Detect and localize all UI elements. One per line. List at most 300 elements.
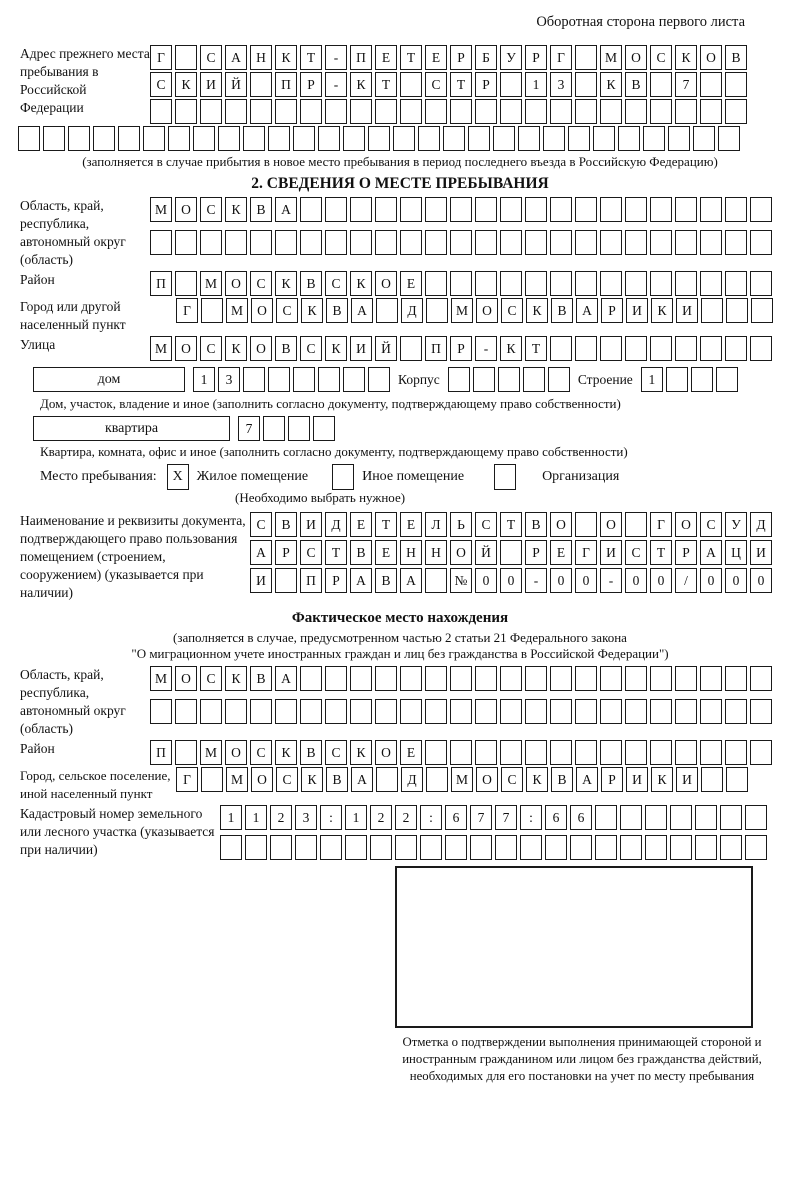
char-cell[interactable]: 6 (570, 805, 592, 830)
char-cell[interactable] (425, 568, 447, 593)
char-cell[interactable]: С (200, 666, 222, 691)
char-cell[interactable]: 7 (495, 805, 517, 830)
char-cell[interactable]: : (520, 805, 542, 830)
char-cell[interactable]: 0 (750, 568, 772, 593)
char-cell[interactable]: № (450, 568, 472, 593)
char-cell[interactable] (450, 230, 472, 255)
char-cell[interactable]: О (375, 271, 397, 296)
char-cell[interactable] (268, 126, 290, 151)
char-cell[interactable] (500, 99, 522, 124)
char-cell[interactable] (475, 740, 497, 765)
char-cell[interactable]: А (275, 666, 297, 691)
char-cell[interactable]: Е (400, 740, 422, 765)
char-cell[interactable] (725, 230, 747, 255)
char-cell[interactable] (350, 197, 372, 222)
char-cell[interactable] (625, 336, 647, 361)
char-cell[interactable]: И (676, 298, 698, 323)
char-cell[interactable]: В (275, 336, 297, 361)
char-cell[interactable]: Т (500, 512, 522, 537)
char-cell[interactable]: А (576, 298, 598, 323)
char-cell[interactable]: : (320, 805, 342, 830)
char-cell[interactable]: В (326, 298, 348, 323)
char-cell[interactable]: О (625, 45, 647, 70)
char-cell[interactable] (475, 99, 497, 124)
char-cell[interactable] (300, 99, 322, 124)
char-cell[interactable] (575, 230, 597, 255)
char-cell[interactable]: Г (575, 540, 597, 565)
char-cell[interactable]: Н (425, 540, 447, 565)
char-cell[interactable]: Д (750, 512, 772, 537)
char-cell[interactable] (650, 666, 672, 691)
char-cell[interactable] (220, 835, 242, 860)
char-cell[interactable]: Ц (725, 540, 747, 565)
char-cell[interactable] (200, 699, 222, 724)
char-cell[interactable]: О (175, 666, 197, 691)
char-cell[interactable]: Р (450, 45, 472, 70)
char-cell[interactable] (498, 367, 520, 392)
char-cell[interactable]: К (651, 298, 673, 323)
char-cell[interactable] (500, 197, 522, 222)
char-cell[interactable]: 0 (500, 568, 522, 593)
char-cell[interactable] (450, 271, 472, 296)
char-cell[interactable] (400, 197, 422, 222)
char-cell[interactable] (701, 298, 723, 323)
char-cell[interactable]: 1 (345, 805, 367, 830)
char-cell[interactable] (575, 740, 597, 765)
char-cell[interactable] (700, 230, 722, 255)
char-cell[interactable]: О (450, 540, 472, 565)
char-cell[interactable]: : (420, 805, 442, 830)
char-cell[interactable] (268, 367, 290, 392)
char-cell[interactable]: Й (225, 72, 247, 97)
char-cell[interactable]: 1 (245, 805, 267, 830)
char-cell[interactable]: Т (650, 540, 672, 565)
char-cell[interactable] (691, 367, 713, 392)
char-cell[interactable] (175, 45, 197, 70)
char-cell[interactable]: К (350, 271, 372, 296)
char-cell[interactable] (525, 699, 547, 724)
char-cell[interactable] (600, 230, 622, 255)
char-cell[interactable]: Р (675, 540, 697, 565)
char-cell[interactable]: Е (375, 540, 397, 565)
char-cell[interactable]: С (276, 767, 298, 792)
char-cell[interactable] (473, 367, 495, 392)
char-cell[interactable] (175, 271, 197, 296)
char-cell[interactable] (550, 666, 572, 691)
char-cell[interactable] (500, 230, 522, 255)
char-cell[interactable] (725, 72, 747, 97)
char-cell[interactable] (500, 271, 522, 296)
char-cell[interactable] (675, 666, 697, 691)
char-cell[interactable]: С (425, 72, 447, 97)
char-cell[interactable]: Г (176, 298, 198, 323)
char-cell[interactable] (368, 367, 390, 392)
char-cell[interactable] (450, 197, 472, 222)
char-cell[interactable]: С (625, 540, 647, 565)
char-cell[interactable]: 1 (220, 805, 242, 830)
char-cell[interactable] (750, 666, 772, 691)
char-cell[interactable]: 7 (470, 805, 492, 830)
char-cell[interactable] (618, 126, 640, 151)
char-cell[interactable]: Т (450, 72, 472, 97)
char-cell[interactable]: А (700, 540, 722, 565)
char-cell[interactable] (150, 699, 172, 724)
char-cell[interactable] (700, 271, 722, 296)
char-cell[interactable] (525, 666, 547, 691)
char-cell[interactable] (543, 126, 565, 151)
char-cell[interactable]: Б (475, 45, 497, 70)
char-cell[interactable] (300, 666, 322, 691)
char-cell[interactable] (400, 336, 422, 361)
char-cell[interactable] (275, 99, 297, 124)
char-cell[interactable]: Е (375, 45, 397, 70)
char-cell[interactable] (650, 336, 672, 361)
char-cell[interactable] (400, 230, 422, 255)
char-cell[interactable] (625, 512, 647, 537)
char-cell[interactable] (245, 835, 267, 860)
char-cell[interactable] (150, 99, 172, 124)
char-cell[interactable] (625, 230, 647, 255)
char-cell[interactable]: В (725, 45, 747, 70)
char-cell[interactable]: В (300, 740, 322, 765)
char-cell[interactable]: Р (601, 298, 623, 323)
char-cell[interactable]: 1 (641, 367, 663, 392)
char-cell[interactable]: С (650, 45, 672, 70)
char-cell[interactable]: В (625, 72, 647, 97)
char-cell[interactable] (263, 416, 285, 441)
char-cell[interactable] (548, 367, 570, 392)
char-cell[interactable]: 3 (218, 367, 240, 392)
char-cell[interactable] (693, 126, 715, 151)
char-cell[interactable]: М (226, 767, 248, 792)
char-cell[interactable] (550, 740, 572, 765)
char-cell[interactable]: А (350, 568, 372, 593)
char-cell[interactable] (418, 126, 440, 151)
char-cell[interactable] (370, 835, 392, 860)
char-cell[interactable] (445, 835, 467, 860)
char-cell[interactable] (320, 835, 342, 860)
char-cell[interactable] (426, 298, 448, 323)
char-cell[interactable]: Р (450, 336, 472, 361)
char-cell[interactable]: И (600, 540, 622, 565)
char-cell[interactable]: 6 (445, 805, 467, 830)
char-cell[interactable] (570, 835, 592, 860)
char-cell[interactable] (593, 126, 615, 151)
char-cell[interactable]: 6 (545, 805, 567, 830)
char-cell[interactable] (575, 666, 597, 691)
char-cell[interactable] (670, 835, 692, 860)
char-cell[interactable] (375, 699, 397, 724)
char-cell[interactable]: К (225, 336, 247, 361)
char-cell[interactable] (375, 666, 397, 691)
char-cell[interactable] (620, 805, 642, 830)
char-cell[interactable]: Р (300, 72, 322, 97)
char-cell[interactable]: О (251, 767, 273, 792)
char-cell[interactable] (625, 699, 647, 724)
char-cell[interactable] (450, 99, 472, 124)
char-cell[interactable] (650, 230, 672, 255)
char-cell[interactable]: И (626, 767, 648, 792)
char-cell[interactable] (243, 126, 265, 151)
char-cell[interactable] (518, 126, 540, 151)
char-cell[interactable] (300, 197, 322, 222)
char-cell[interactable]: М (150, 197, 172, 222)
char-cell[interactable]: О (225, 740, 247, 765)
char-cell[interactable]: Г (550, 45, 572, 70)
char-cell[interactable]: С (325, 271, 347, 296)
char-cell[interactable] (200, 230, 222, 255)
char-cell[interactable] (500, 699, 522, 724)
char-cell[interactable] (600, 740, 622, 765)
char-cell[interactable] (675, 197, 697, 222)
char-cell[interactable]: П (150, 740, 172, 765)
char-cell[interactable]: С (276, 298, 298, 323)
char-cell[interactable]: В (300, 271, 322, 296)
char-cell[interactable]: И (750, 540, 772, 565)
char-cell[interactable]: С (250, 271, 272, 296)
char-cell[interactable] (668, 126, 690, 151)
char-cell[interactable] (168, 126, 190, 151)
char-cell[interactable] (343, 367, 365, 392)
char-cell[interactable]: - (325, 72, 347, 97)
char-cell[interactable] (675, 99, 697, 124)
char-cell[interactable] (750, 699, 772, 724)
char-cell[interactable] (450, 740, 472, 765)
char-cell[interactable] (325, 99, 347, 124)
char-cell[interactable]: У (725, 512, 747, 537)
char-cell[interactable] (300, 699, 322, 724)
char-cell[interactable] (650, 271, 672, 296)
char-cell[interactable]: Т (375, 72, 397, 97)
char-cell[interactable] (500, 540, 522, 565)
char-cell[interactable] (475, 666, 497, 691)
char-cell[interactable] (475, 699, 497, 724)
char-cell[interactable] (243, 367, 265, 392)
char-cell[interactable] (620, 835, 642, 860)
char-cell[interactable] (600, 336, 622, 361)
char-cell[interactable]: - (525, 568, 547, 593)
char-cell[interactable]: К (325, 336, 347, 361)
char-cell[interactable]: К (526, 767, 548, 792)
char-cell[interactable]: Й (475, 540, 497, 565)
char-cell[interactable] (568, 126, 590, 151)
char-cell[interactable]: К (275, 740, 297, 765)
char-cell[interactable]: С (700, 512, 722, 537)
char-cell[interactable] (375, 197, 397, 222)
char-cell[interactable] (700, 666, 722, 691)
char-cell[interactable] (143, 126, 165, 151)
char-cell[interactable] (275, 699, 297, 724)
char-cell[interactable] (726, 767, 748, 792)
char-cell[interactable] (368, 126, 390, 151)
char-cell[interactable] (695, 835, 717, 860)
char-cell[interactable] (675, 740, 697, 765)
char-cell[interactable] (550, 230, 572, 255)
char-cell[interactable] (450, 699, 472, 724)
char-cell[interactable]: С (300, 336, 322, 361)
char-cell[interactable]: А (351, 298, 373, 323)
char-cell[interactable]: К (500, 336, 522, 361)
char-cell[interactable] (250, 99, 272, 124)
char-cell[interactable] (375, 99, 397, 124)
char-cell[interactable]: О (675, 512, 697, 537)
char-cell[interactable]: Р (475, 72, 497, 97)
char-cell[interactable]: П (300, 568, 322, 593)
char-cell[interactable] (275, 230, 297, 255)
char-cell[interactable] (495, 835, 517, 860)
char-cell[interactable]: А (250, 540, 272, 565)
char-cell[interactable] (400, 72, 422, 97)
char-cell[interactable]: А (400, 568, 422, 593)
char-cell[interactable]: Т (525, 336, 547, 361)
char-cell[interactable] (201, 298, 223, 323)
char-cell[interactable]: 2 (370, 805, 392, 830)
char-cell[interactable]: Д (325, 512, 347, 537)
char-cell[interactable] (575, 336, 597, 361)
char-cell[interactable]: Т (300, 45, 322, 70)
char-cell[interactable]: В (350, 540, 372, 565)
char-cell[interactable] (270, 835, 292, 860)
char-cell[interactable] (700, 699, 722, 724)
char-cell[interactable] (475, 197, 497, 222)
char-cell[interactable]: 0 (650, 568, 672, 593)
char-cell[interactable] (500, 740, 522, 765)
char-cell[interactable] (716, 367, 738, 392)
char-cell[interactable]: У (500, 45, 522, 70)
char-cell[interactable] (675, 699, 697, 724)
char-cell[interactable] (375, 230, 397, 255)
char-cell[interactable] (288, 416, 310, 441)
char-cell[interactable] (600, 197, 622, 222)
char-cell[interactable] (650, 99, 672, 124)
char-cell[interactable]: В (525, 512, 547, 537)
char-cell[interactable]: 2 (395, 805, 417, 830)
char-cell[interactable] (68, 126, 90, 151)
char-cell[interactable]: 0 (725, 568, 747, 593)
char-cell[interactable] (200, 99, 222, 124)
char-cell[interactable] (400, 699, 422, 724)
char-cell[interactable]: М (150, 666, 172, 691)
char-cell[interactable] (400, 666, 422, 691)
char-cell[interactable] (625, 740, 647, 765)
char-cell[interactable]: С (325, 740, 347, 765)
char-cell[interactable] (650, 740, 672, 765)
char-cell[interactable]: Р (525, 540, 547, 565)
char-cell[interactable]: А (351, 767, 373, 792)
char-cell[interactable]: Е (550, 540, 572, 565)
char-cell[interactable] (425, 699, 447, 724)
char-cell[interactable]: О (175, 197, 197, 222)
char-cell[interactable] (725, 666, 747, 691)
char-cell[interactable] (550, 99, 572, 124)
char-cell[interactable] (426, 767, 448, 792)
char-cell[interactable] (675, 230, 697, 255)
char-cell[interactable]: П (425, 336, 447, 361)
char-cell[interactable] (425, 271, 447, 296)
char-cell[interactable]: Р (325, 568, 347, 593)
char-cell[interactable]: Т (325, 540, 347, 565)
char-cell[interactable] (675, 271, 697, 296)
char-cell[interactable] (250, 72, 272, 97)
char-cell[interactable] (493, 126, 515, 151)
char-cell[interactable] (575, 699, 597, 724)
char-cell[interactable]: В (551, 767, 573, 792)
char-cell[interactable] (750, 271, 772, 296)
char-cell[interactable] (600, 271, 622, 296)
char-cell[interactable]: О (250, 336, 272, 361)
char-cell[interactable] (350, 699, 372, 724)
char-cell[interactable]: Н (400, 540, 422, 565)
char-cell[interactable] (450, 666, 472, 691)
char-cell[interactable]: В (551, 298, 573, 323)
char-cell[interactable] (550, 197, 572, 222)
char-cell[interactable] (625, 99, 647, 124)
char-cell[interactable]: С (250, 740, 272, 765)
char-cell[interactable]: К (350, 740, 372, 765)
char-cell[interactable]: И (250, 568, 272, 593)
stay-type-checkbox-other[interactable] (332, 464, 354, 490)
char-cell[interactable]: К (275, 45, 297, 70)
char-cell[interactable]: О (476, 767, 498, 792)
char-cell[interactable]: 0 (475, 568, 497, 593)
char-cell[interactable] (318, 126, 340, 151)
stay-type-checkbox-residential[interactable]: X (167, 464, 189, 490)
char-cell[interactable] (225, 99, 247, 124)
char-cell[interactable]: 1 (525, 72, 547, 97)
char-cell[interactable]: Г (150, 45, 172, 70)
char-cell[interactable] (325, 666, 347, 691)
char-cell[interactable] (313, 416, 335, 441)
char-cell[interactable]: С (200, 336, 222, 361)
char-cell[interactable]: 2 (270, 805, 292, 830)
char-cell[interactable] (725, 197, 747, 222)
char-cell[interactable]: Е (400, 271, 422, 296)
char-cell[interactable] (675, 336, 697, 361)
char-cell[interactable]: И (300, 512, 322, 537)
char-cell[interactable]: Д (401, 767, 423, 792)
char-cell[interactable] (300, 230, 322, 255)
char-cell[interactable] (701, 767, 723, 792)
char-cell[interactable]: 3 (295, 805, 317, 830)
char-cell[interactable] (425, 99, 447, 124)
char-cell[interactable] (343, 126, 365, 151)
char-cell[interactable] (500, 666, 522, 691)
char-cell[interactable]: К (225, 666, 247, 691)
char-cell[interactable] (750, 230, 772, 255)
char-cell[interactable] (350, 666, 372, 691)
char-cell[interactable] (175, 230, 197, 255)
char-cell[interactable]: В (375, 568, 397, 593)
char-cell[interactable] (250, 230, 272, 255)
char-cell[interactable]: С (501, 298, 523, 323)
char-cell[interactable] (725, 271, 747, 296)
char-cell[interactable]: К (225, 197, 247, 222)
char-cell[interactable]: - (325, 45, 347, 70)
char-cell[interactable]: М (451, 298, 473, 323)
char-cell[interactable]: М (150, 336, 172, 361)
char-cell[interactable]: А (225, 45, 247, 70)
char-cell[interactable] (575, 197, 597, 222)
char-cell[interactable]: О (175, 336, 197, 361)
char-cell[interactable] (525, 740, 547, 765)
char-cell[interactable]: К (275, 271, 297, 296)
char-cell[interactable] (575, 99, 597, 124)
char-cell[interactable]: Р (601, 767, 623, 792)
char-cell[interactable] (720, 835, 742, 860)
char-cell[interactable] (575, 512, 597, 537)
char-cell[interactable] (475, 271, 497, 296)
char-cell[interactable]: Е (400, 512, 422, 537)
